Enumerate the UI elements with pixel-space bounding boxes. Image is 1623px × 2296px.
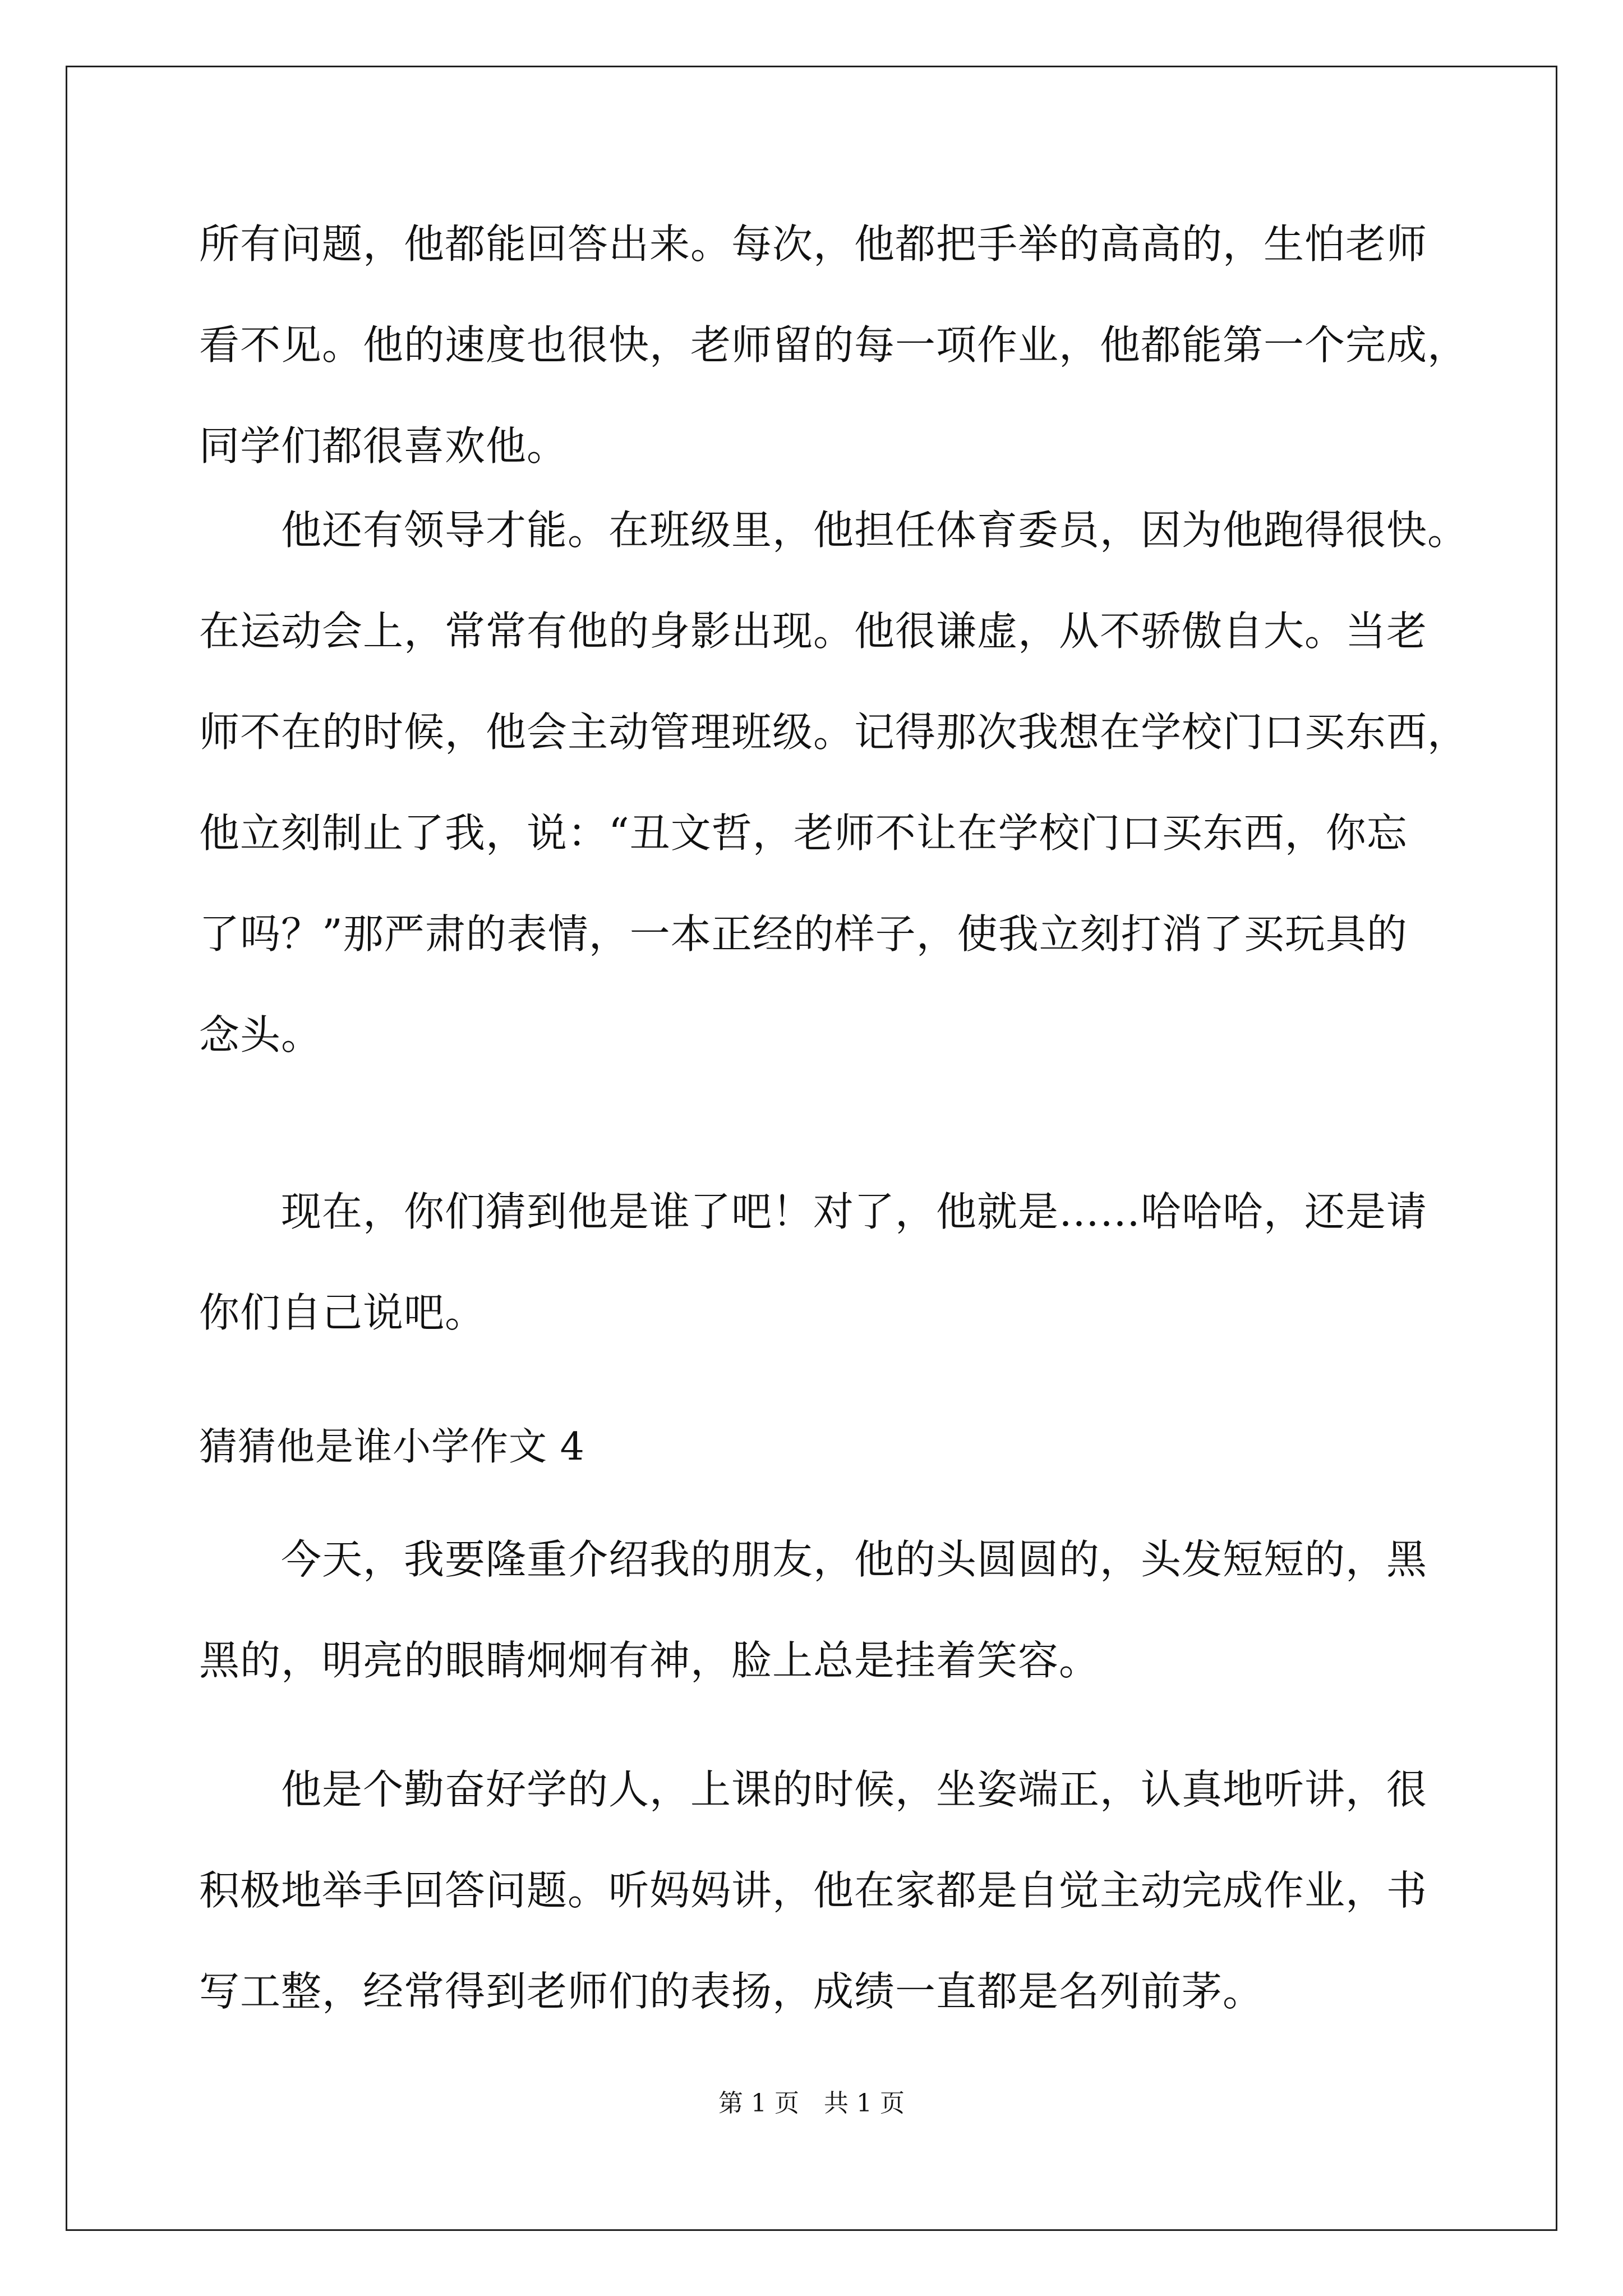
text-line: 写工整，经常得到老师们的表扬，成绩一直都是名列前茅。 <box>199 1968 1264 2015</box>
text-line: 师不在的时候，他会主动管理班级。记得那次我想在学校门口买东西， <box>199 708 1469 756</box>
text-line: 今天，我要隆重介绍我的朋友，他的头圆圆的，头发短短的，黑 <box>199 1536 1428 1583</box>
text-line: 积极地举手回答问题。听妈妈讲，他在家都是自觉主动完成作业，书 <box>199 1867 1428 1914</box>
text-line: 他是个勤奋好学的人，上课的时候，坐姿端正，认真地听讲，很 <box>199 1766 1428 1813</box>
text-line: 了吗？”那严肃的表情，一本正经的样子，使我立刻打消了买玩具的 <box>199 910 1408 958</box>
text-line: 看不见。他的速度也很快，老师留的每一项作业，他都能第一个完成， <box>199 321 1469 369</box>
page-number-footer: 第 1 页 共 1 页 <box>718 2089 905 2118</box>
section-heading <box>199 1419 585 1475</box>
text-line: 同学们都很喜欢他。 <box>199 422 568 470</box>
paragraph-2 <box>199 502 1468 1063</box>
heading-text: 猜猜他是谁小学作文 4 <box>199 1425 585 1469</box>
text-line: 黑的，明亮的眼睛炯炯有神，脸上总是挂着笑容。 <box>199 1637 1100 1684</box>
text-line: 他立刻制止了我，说：“丑文哲，老师不让在学校门口买东西，你忘 <box>199 809 1408 857</box>
text-line: 在运动会上，常常有他的身影出现。他很谦虚，从不骄傲自大。当老 <box>199 608 1428 655</box>
text-line: 他还有领导才能。在班级里，他担任体育委员，因为他跑得很快。 <box>199 507 1469 554</box>
text-line: 现在，你们猜到他是谁了吧！对了，他就是……哈哈哈，还是请 <box>199 1188 1428 1235</box>
text-line: 所有问题，他都能回答出来。每次，他都把手举的高高的，生怕老师 <box>199 220 1428 268</box>
paragraph-3 <box>199 1184 1427 1341</box>
text-line: 你们自己说吧。 <box>199 1289 486 1336</box>
paragraph-5 <box>199 1761 1427 2019</box>
paragraph-1 <box>199 216 1468 474</box>
paragraph-4 <box>199 1531 1427 1688</box>
text-line: 念头。 <box>199 1011 322 1059</box>
